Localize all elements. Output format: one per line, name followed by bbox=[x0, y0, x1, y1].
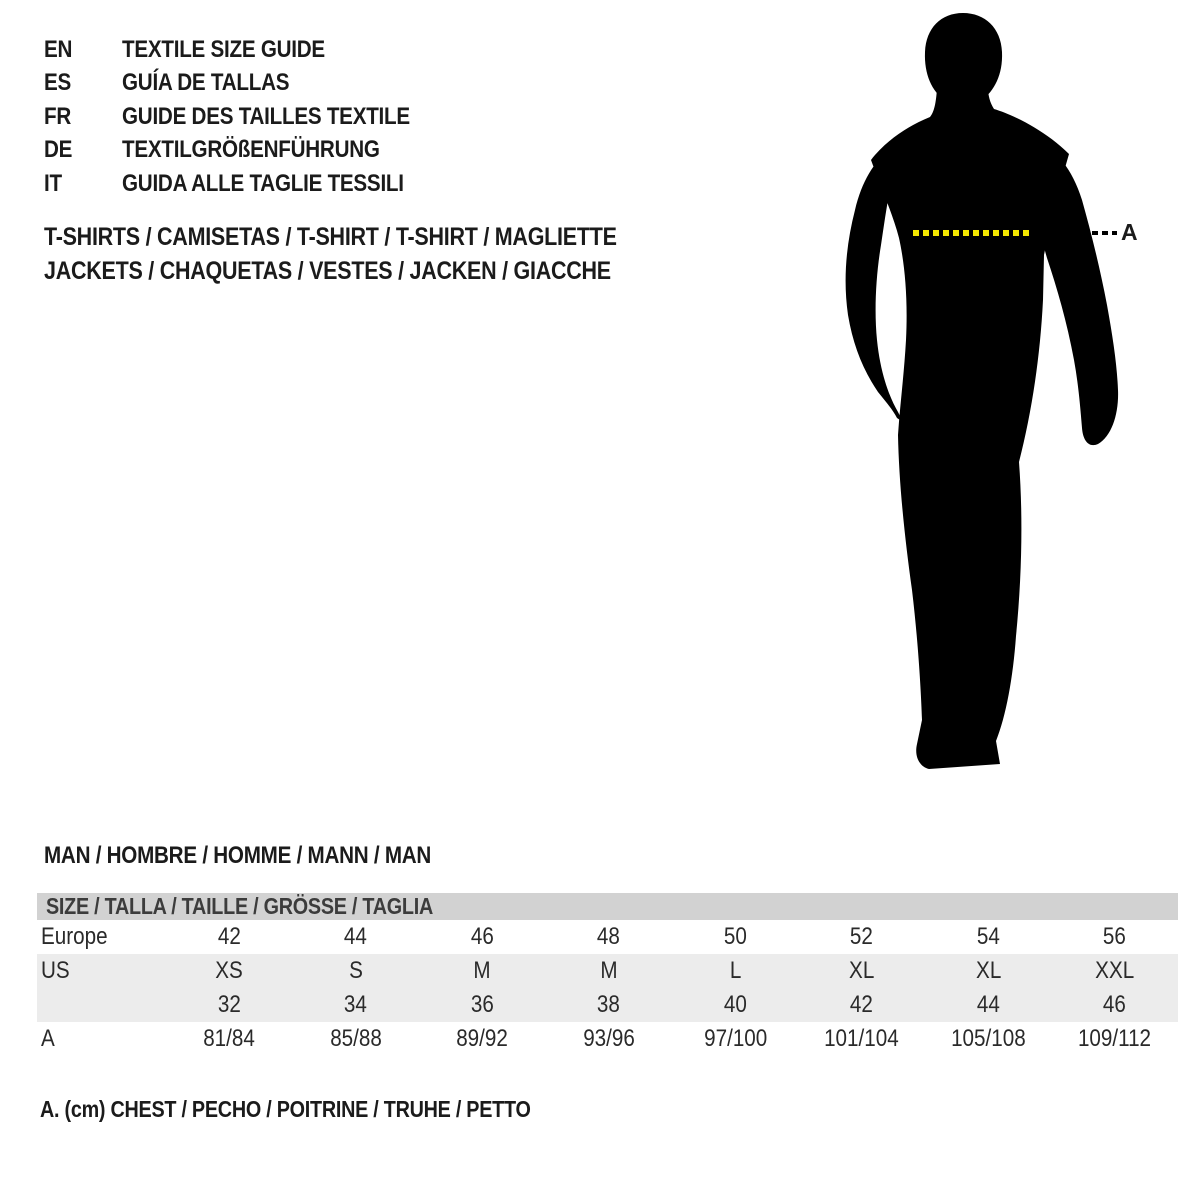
cell: 46 bbox=[1103, 991, 1127, 1018]
row-label: A bbox=[41, 1025, 55, 1052]
cell: 42 bbox=[850, 991, 874, 1018]
cell: 52 bbox=[850, 923, 874, 950]
table-row-chest bbox=[37, 1022, 1178, 1056]
language-code: IT bbox=[44, 169, 62, 197]
cell: L bbox=[729, 957, 741, 984]
cell: 50 bbox=[723, 923, 747, 950]
language-title: GUIDA ALLE TAGLIE TESSILI bbox=[122, 169, 404, 197]
cell: 44 bbox=[344, 923, 368, 950]
row-label: Europe bbox=[41, 923, 108, 950]
cell: 89/92 bbox=[456, 1025, 509, 1052]
cell: M bbox=[600, 957, 618, 984]
cell: 97/100 bbox=[703, 1025, 767, 1052]
cell: XS bbox=[215, 957, 244, 984]
cell: 40 bbox=[723, 991, 747, 1018]
row-label: US bbox=[41, 957, 70, 984]
cell: XXL bbox=[1095, 957, 1135, 984]
cell: 46 bbox=[470, 923, 494, 950]
cell: 93/96 bbox=[582, 1025, 635, 1052]
cell: 34 bbox=[344, 991, 368, 1018]
cell: 109/112 bbox=[1078, 1025, 1152, 1052]
size-table-title: SIZE / TALLA / TAILLE / GRÖSSE / TAGLIA bbox=[46, 893, 433, 919]
table-row-europe bbox=[37, 920, 1178, 954]
language-code: ES bbox=[44, 69, 72, 97]
cell: 105/108 bbox=[950, 1025, 1026, 1052]
table-row-us-numeric bbox=[37, 988, 1178, 1022]
language-code: EN bbox=[44, 35, 73, 63]
cell: S bbox=[348, 957, 363, 984]
cell: 42 bbox=[217, 923, 241, 950]
cell: 44 bbox=[976, 991, 1000, 1018]
cell: 85/88 bbox=[329, 1025, 382, 1052]
language-title: TEXTILGRÖßENFÜHRUNG bbox=[122, 136, 380, 164]
table-row-us bbox=[37, 954, 1178, 988]
cell: 38 bbox=[597, 991, 621, 1018]
section-heading: MAN / HOMBRE / HOMME / MANN / MAN bbox=[44, 842, 432, 869]
cell: 36 bbox=[470, 991, 494, 1018]
silhouette-head bbox=[925, 13, 1002, 100]
language-code: DE bbox=[44, 136, 73, 164]
cell: M bbox=[473, 957, 491, 984]
language-title: GUÍA DE TALLAS bbox=[122, 69, 290, 97]
cell: 81/84 bbox=[203, 1025, 256, 1052]
cell: 54 bbox=[976, 923, 1000, 950]
cell: XL bbox=[975, 957, 1001, 984]
measurement-note: A. (cm) CHEST / PECHO / POITRINE / TRUHE / PETTO bbox=[40, 1096, 531, 1122]
category-line-jackets: JACKETS / CHAQUETAS / VESTES / JACKEN / GIACCHE bbox=[44, 256, 611, 285]
size-table bbox=[37, 893, 1178, 1056]
silhouette-right-arm bbox=[1036, 142, 1118, 445]
cell: XL bbox=[849, 957, 875, 984]
cell: 101/104 bbox=[824, 1025, 900, 1052]
cell: 32 bbox=[217, 991, 241, 1018]
size-table-header bbox=[37, 893, 1178, 920]
category-line-tshirts: T-SHIRTS / CAMISETAS / T-SHIRT / T-SHIRT / MAGLIETTE bbox=[44, 222, 617, 251]
cell: 56 bbox=[1103, 923, 1127, 950]
language-title: GUIDE DES TAILLES TEXTILE bbox=[122, 102, 410, 130]
cell: 48 bbox=[597, 923, 621, 950]
language-title: TEXTILE SIZE GUIDE bbox=[122, 35, 325, 63]
language-code: FR bbox=[44, 102, 72, 130]
measure-marker-a: A bbox=[1121, 219, 1138, 245]
